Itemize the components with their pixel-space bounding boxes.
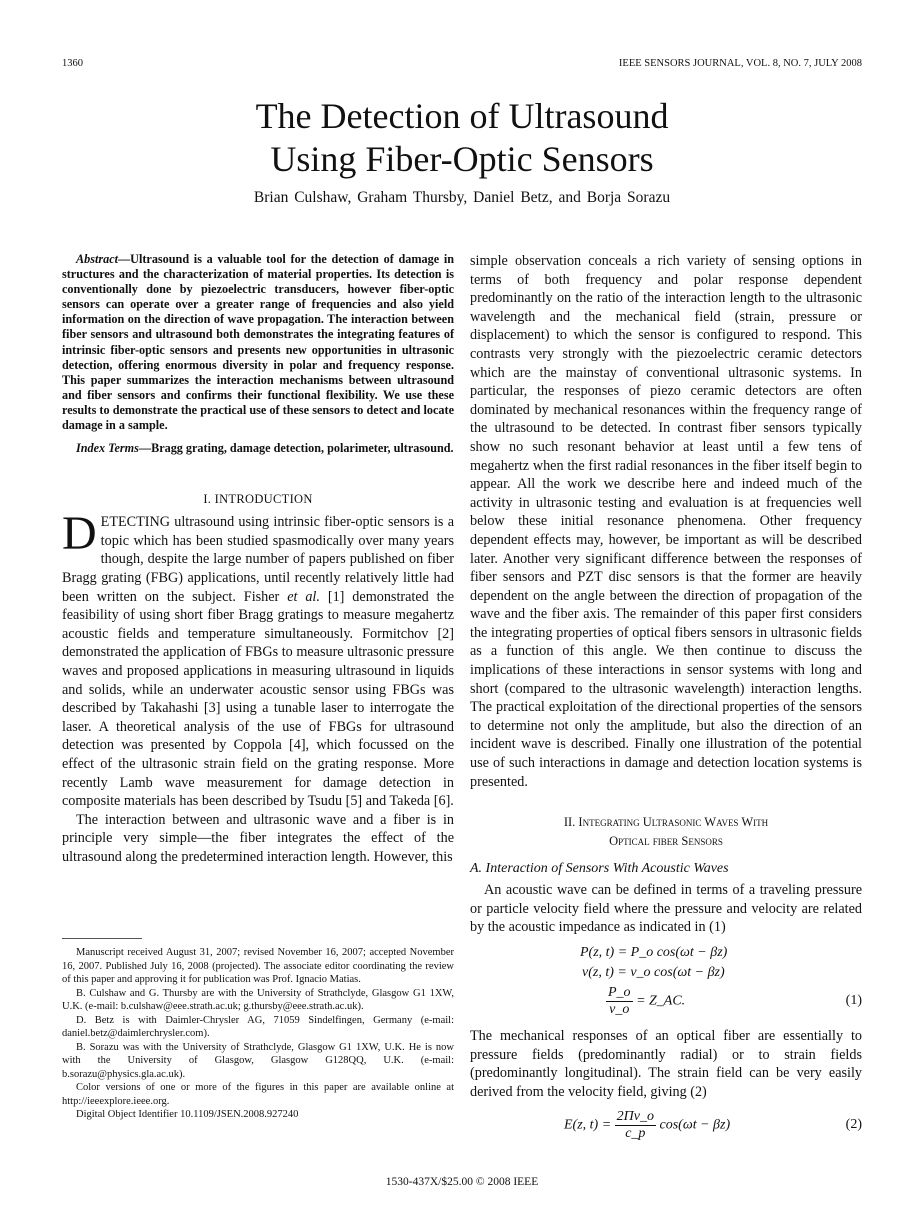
equation-1-line-3 xyxy=(470,985,862,1021)
subsection-heading: A. Interaction of Sensors With Acoustic Waves xyxy=(470,861,729,877)
right-paragraph-3: The mechanical responses of an optical fiber are essentially to pressure fields (predominantly radial) or to strain fields (predominantly longitudinal). The strain field can be very easily derived from the velocity field, giving (2) xyxy=(470,1028,862,1100)
intro-text-lead: ETECTING ultrasound using intrinsic fiber-optic sensors is a topic which has been studied spasmodically over many years though, despite the large number of papers published on fiber Bragg grating (FBG) applications, until recently relatively little had been written on the subject. Fisher xyxy=(62,514,454,605)
right-column xyxy=(470,252,862,1145)
equation-number: (1) xyxy=(845,993,862,1008)
equation-2 xyxy=(470,1109,862,1145)
equation-1 xyxy=(470,945,862,1021)
journal-header: IEEE SENSORS JOURNAL, VOL. 8, NO. 7, JULY 2008 xyxy=(618,58,862,69)
intro-paragraph-2: The interaction between and ultrasonic wave and a fiber is in principle very simple—the fiber integrates the effect of the ultrasound along the predetermined interaction length. However, this xyxy=(62,811,454,865)
equation-1-rhs: = Z_AC. xyxy=(632,993,686,1009)
title-line-2: Using Fiber-Optic Sensors xyxy=(270,139,654,179)
abstract xyxy=(62,252,454,433)
index-terms xyxy=(62,441,454,456)
abstract-label: Abstract xyxy=(76,252,118,266)
footnote-divider xyxy=(62,938,142,939)
footnote: B. Culshaw and G. Thursby are with the University of Strathclyde, Glasgow G1 1XW, U.K. (e-mail: b.culshaw@eee.strath.ac.uk; g.thursby@eee.strath.ac.uk). xyxy=(62,987,454,1012)
section-number: I. xyxy=(203,492,215,507)
equation-2-lhs: E(z, t) = xyxy=(564,1118,615,1134)
page-number: 1360 xyxy=(62,58,83,69)
right-paragraph-2: An acoustic wave can be defined in terms of a traveling pressure or particle velocity field where the pressure and velocity are related by the acoustic impedance as indicated in (1) xyxy=(470,882,862,936)
fraction-numerator: 2Πv_o xyxy=(616,1109,654,1125)
equation-1-fraction xyxy=(606,985,633,1018)
index-terms-label: Index Terms xyxy=(76,441,139,456)
section-2-title-line-2: Optical fiber Sensors xyxy=(609,834,723,849)
section-title-rest: NTRODUCTION xyxy=(219,492,313,507)
equation-1-line-2: v(z, t) = v_o cos(ωt − βz) xyxy=(582,965,725,980)
equation-2-rhs: cos(ωt − βz) xyxy=(656,1118,731,1134)
index-terms-text: —Bragg grating, damage detection, polarimeter, ultrasound. xyxy=(138,441,454,456)
fraction-numerator: P_o xyxy=(608,985,631,1000)
footnote: D. Betz is with Daimler-Chrysler AG, 71059 Sindelfingen, Germany (e-mail: daniel.betz@daimlerchrysler.com). xyxy=(62,1014,454,1039)
right-paragraph-1: simple observation conceals a rich variety of sensing options in terms of both frequency and polar response dependent predominantly on the ratio of the interaction length to the ultrasonic wavelength and the mechanical field (strain, pressure or displacement) to which the sensor is configured to respond. This contrasts very strongly with the piezoelectric ceramic detectors which are the mainstay of conventional ultrasonic systems. In particular, the responses of piezo ceramic detectors are often dominated by mechanical resonances within the frequency range of the ultrasound to be detected. In contrast fiber sensors typically show no such resonant behavior at least until a few tens of megahertz when the first radial resonances in the fiber itself begin to appear. All the work we describe here and indeed much of the activity in ultrasonic testing and evaluation is at frequencies well below these initial resonance phenomena. Other frequency dependent effects may, however, be important as will be described later. Another very significant difference between the responses of fiber sensors and PZT disc sensors is that the former are heavily dependent on the angle between the direction of propagation of the wave and the fiber axis. The remainder of this paper first considers the integrating properties of optical fibers sensors in ultrasonic fields as a function of this angle. We then continue to discuss the implications of these interactions in sensor systems with long and short (compared to the ultrasonic wavelength) interaction lengths. The practical exploitation of the directional properties of the sensors to determine not only the amplitude, but also the direction of an incident wave is described. Finally one illustration of the potential use of such interactions in damage and detection location systems is presented. xyxy=(470,253,862,790)
author-list: Brian Culshaw, Graham Thursby, Daniel Betz, and Borja Sorazu xyxy=(253,189,671,206)
intro-et-al: et al. xyxy=(287,588,320,605)
fraction-denominator: v_o xyxy=(609,1002,630,1017)
section-initial: I xyxy=(214,492,220,507)
footnote: Color versions of one or more of the figures in this paper are available online at http://ieeexplore.ieee.org. xyxy=(62,1082,454,1107)
intro-paragraph-1 xyxy=(62,507,454,811)
section-2-title-line-1: II. Integrating Ultrasonic Waves With xyxy=(563,815,769,830)
title-line-1: The Detection of Ultrasound xyxy=(255,96,669,136)
equation-number: (2) xyxy=(845,1117,862,1133)
left-column xyxy=(62,252,454,867)
drop-cap: D xyxy=(62,507,97,561)
abstract-text: —Ultrasound is a valuable tool for the detection of damage in structures and the characterization of material properties. Its detection is conventionally done by piezoelectric transducers, however fiber-optic sensors can operate over a greater range of frequencies and also yield information on the direction of wave propagation. The interaction between fiber sensors and ultrasound both demonstrates the integrating features of intrinsic fiber-optic sensors and presents new opportunities in ultrasonic detection, offering enormous diversity in polar and frequency response. This paper summarizes the interaction mechanisms between ultrasound and fiber sensors and confirms their functional flexibility. We use these results to demonstrate the practical use of these sensors to detect and locate damage in a sample. xyxy=(62,252,454,433)
footnote: Digital Object Identifier 10.1109/JSEN.2008.927240 xyxy=(76,1109,299,1120)
footnote: B. Sorazu was with the University of Strathclyde, Glasgow G1 1XW, U.K. He is now with the University of Glasgow, Glasgow G128QQ, U.K. (e-mail: b.sorazu@physics.gla.ac.uk). xyxy=(62,1041,454,1080)
equation-2-fraction xyxy=(615,1109,656,1142)
fraction-denominator: c_p xyxy=(625,1126,646,1142)
intro-text-rest: [1] demonstrated the feasibility of using short fiber Bragg gratings to measure megahertz acoustic fields and temperature simultaneously. Formitchov [2] demonstrated the application of FBGs to measure ultrasonic pressure waves and proposed applications in measuring ultrasound in liquids and solids, while an underwater acoustic sensor using FBGs was described by Takahashi [3] using a tunable laser to interrogate the laser. A theoretical analysis of the use of FBGs for ultrasound detection was presented by Coppola [4], which focussed on the effect of the ultrasonic strain field on the grating response. More recently Lamb wave measurement for damage detection in composite materials has been described by Tsudu [5] and Takeda [6]. xyxy=(62,588,454,810)
section-heading-introduction xyxy=(62,492,454,507)
copyright-footer: 1530-437X/$25.00 © 2008 IEEE xyxy=(385,1176,539,1188)
equation-1-line-1: P(z, t) = P_o cos(ωt − βz) xyxy=(580,945,728,960)
paper-title xyxy=(0,95,924,181)
footnotes xyxy=(62,946,454,1122)
section-heading-2 xyxy=(470,813,862,851)
footnote: Manuscript received August 31, 2007; revised November 16, 2007; accepted November 16, 2007. Published July 16, 2008 (projected). The associate editor coordinating the review of this paper and approving it for publication was Prof. Ignacio Matias. xyxy=(62,947,454,985)
